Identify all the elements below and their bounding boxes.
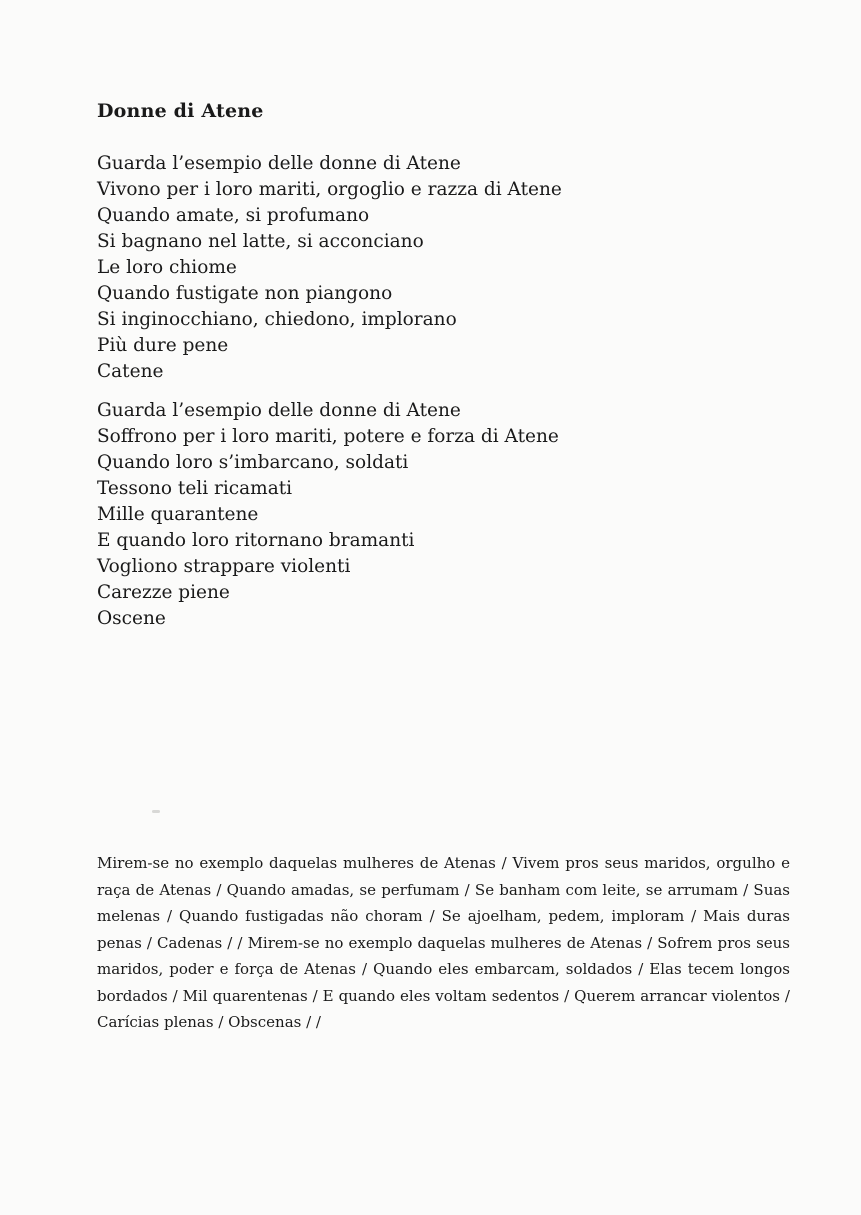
verse-line: Soffrono per i loro mariti, potere e forza di Atene	[97, 426, 559, 447]
poem-title: Donne di Atene	[97, 100, 264, 122]
verse-line: Le loro chiome	[97, 257, 237, 278]
verse-line: Carezze piene	[97, 582, 230, 603]
verse-line: Tessono teli ricamati	[97, 478, 293, 499]
paper-speck	[152, 810, 160, 813]
stanza-1	[97, 151, 562, 385]
verse-line: Quando fustigate non piangono	[97, 283, 393, 304]
verse-line: Vogliono strappare violenti	[97, 556, 351, 577]
verse-line: E quando loro ritornano bramanti	[97, 530, 415, 551]
verse-line: Oscene	[97, 608, 166, 629]
verse-line: Guarda l’esempio delle donne di Atene	[97, 153, 461, 174]
verse-line: Si bagnano nel latte, si acconciano	[97, 231, 424, 252]
verse-line: Vivono per i loro mariti, orgoglio e razza di Atene	[97, 179, 562, 200]
stanza-2	[97, 398, 559, 632]
verse-line: Più dure pene	[97, 335, 229, 356]
verse-line: Quando amate, si profumano	[97, 205, 370, 226]
verse-line: Guarda l’esempio delle donne di Atene	[97, 400, 461, 421]
original-lyrics-paragraph: Mirem-se no exemplo daquelas mulheres de Atenas / Vivem pros seus maridos, orgulho e raça de Atenas / Quando amadas, se perfumam / Se banham com leite, se arrumam / Suas melenas / Quando fustigadas não choram / Se ajoelham, pedem, imploram / Mais duras penas / Cadenas / / Mirem-se no exemplo daquelas mulheres de Atenas / Sofrem pros seus maridos, poder e força de Atenas / Quando eles embarcam, soldados / Elas tecem longos bordados / Mil quarentenas / E quando eles voltam sedentos / Querem arrancar violentos / Carícias plenas / Obscenas / /	[97, 854, 790, 1031]
verse-line: Quando loro s’imbarcano, soldati	[97, 452, 409, 473]
verse-line: Catene	[97, 361, 164, 382]
verse-line: Mille quarantene	[97, 504, 259, 525]
verse-line: Si inginocchiano, chiedono, implorano	[97, 309, 457, 330]
